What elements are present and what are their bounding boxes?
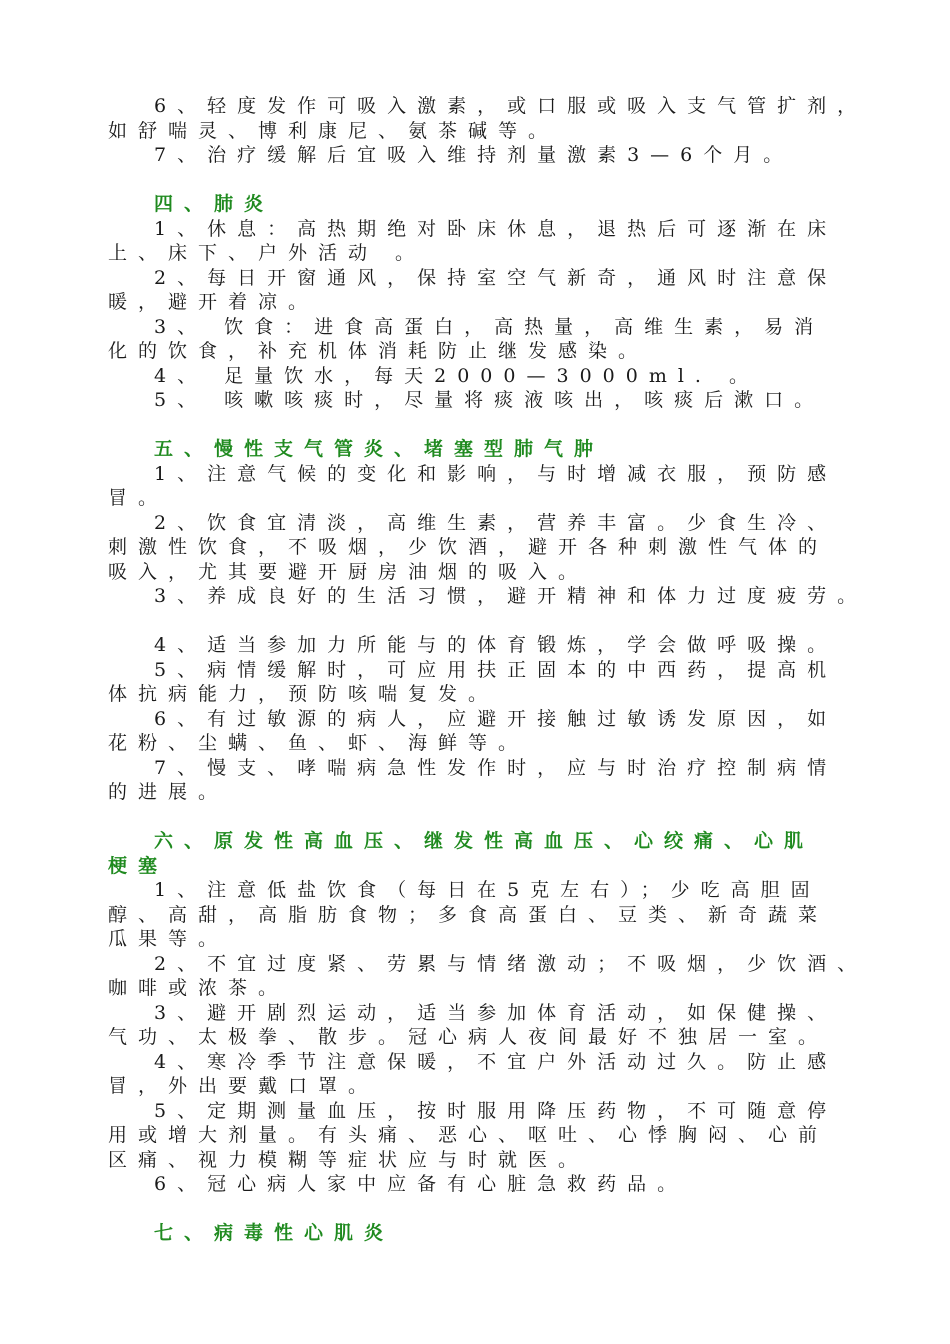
text-line: 6、冠心病人家中应备有心脏急救药品。 — [154, 1173, 688, 1195]
text-line: 3、避开剧烈运动，适当参加体育活动，如保健操、 — [154, 1001, 838, 1024]
text-line: 3、养成良好的生活习惯，避开精神和体力过度疲劳。 — [154, 585, 868, 607]
text-line: 刺激性饮食，不吸烟，少饮酒，避开各种刺激性气体的 — [108, 536, 829, 558]
text-line: 咖啡或浓茶。 — [108, 977, 289, 999]
text-line: 5、 咳嗽咳痰时，尽量将痰液咳出，咳痰后漱口。 — [154, 389, 825, 411]
text-line: 6、有过敏源的病人，应避开接触过敏诱发原因，如 — [154, 707, 838, 730]
text-line: 上、床下、户外活动 。 — [108, 242, 426, 264]
section-heading: 六、原发性高血压、继发性高血压、心绞痛、心肌 — [154, 830, 815, 852]
text-line: 区痛、视力模糊等症状应与时就医。 — [108, 1148, 589, 1171]
paragraph-gap — [108, 609, 868, 634]
text-line: 瓜果等。 — [108, 928, 229, 950]
document-page — [108, 94, 868, 1246]
text-line: 2、饮食宜清淡，高维生素，营养丰富。少食生冷、 — [154, 511, 838, 534]
text-line: 4、寒冷季节注意保暖，不宜户外活动过久。防止感 — [154, 1050, 838, 1073]
text-line: 气功、太极拳、散步。冠心病人夜间最好不独居一室。 — [108, 1026, 829, 1048]
text-line: 花粉、尘螨、鱼、虾、海鲜等。 — [108, 732, 529, 754]
text-line: 5、病情缓解时，可应用扶正固本的中西药，提高机 — [154, 658, 838, 681]
text-line: 2、不宜过度紧、劳累与情绪激动；不吸烟，少饮酒、 — [154, 952, 868, 975]
text-line: 1、休息：高热期绝对卧床休息，退热后可逐渐在床 — [154, 217, 838, 240]
section-heading: 梗塞 — [108, 854, 169, 877]
section-heading: 七、病毒性心肌炎 — [154, 1222, 395, 1244]
text-line: 1、注意气候的变化和影响，与时增减衣服，预防感 — [154, 462, 838, 485]
text-line: 用或增大剂量。有头痛、恶心、呕吐、心悸胸闷、心前 — [108, 1124, 829, 1146]
text-line: 2、每日开窗通风，保持室空气新奇，通风时注意保 — [154, 266, 838, 289]
text-line: 如舒喘灵、博利康尼、氨茶碱等。 — [108, 119, 559, 142]
paragraph-gap — [108, 413, 868, 438]
paragraph-gap — [108, 805, 868, 830]
text-line: 4、 足量饮水，每天2000—3000ml. 。 — [154, 364, 760, 387]
text-line: 的进展。 — [108, 781, 229, 803]
text-line: 醇、高甜，高脂肪食物；多食高蛋白、豆类、新奇蔬菜 — [108, 903, 829, 926]
text-line: 3、 饮食：进食高蛋白，高热量，高维生素，易消 — [154, 315, 825, 338]
text-line: 6、轻度发作可吸入激素，或口服或吸入支气管扩剂， — [154, 95, 868, 117]
text-line: 化的饮食，补充机体消耗防止继发感染。 — [108, 340, 649, 362]
paragraph-gap — [108, 168, 868, 193]
text-line: 5、定期测量血压，按时服用降压药物，不可随意停 — [154, 1099, 838, 1122]
section-heading: 五、慢性支气管炎、堵塞型肺气肿 — [154, 438, 605, 460]
text-line: 4、适当参加力所能与的体育锻炼，学会做呼吸操。 — [154, 634, 838, 656]
text-line: 冒。 — [108, 487, 169, 509]
text-line: 暖，避开着凉。 — [108, 291, 319, 313]
text-line: 体抗病能力，预防咳喘复发。 — [108, 683, 499, 705]
text-line: 7、慢支、哮喘病急性发作时，应与时治疗控制病情 — [154, 756, 838, 779]
paragraph-gap — [108, 1197, 868, 1222]
text-line: 7、治疗缓解后宜吸入维持剂量激素3—6个月。 — [154, 144, 794, 166]
text-line: 1、注意低盐饮食（每日在5克左右）；少吃高胆固 — [154, 879, 821, 901]
text-line: 吸入，尤其要避开厨房油烟的吸入。 — [108, 560, 589, 583]
section-heading: 四、肺炎 — [154, 193, 275, 215]
text-line: 冒，外出要戴口罩。 — [108, 1075, 379, 1097]
